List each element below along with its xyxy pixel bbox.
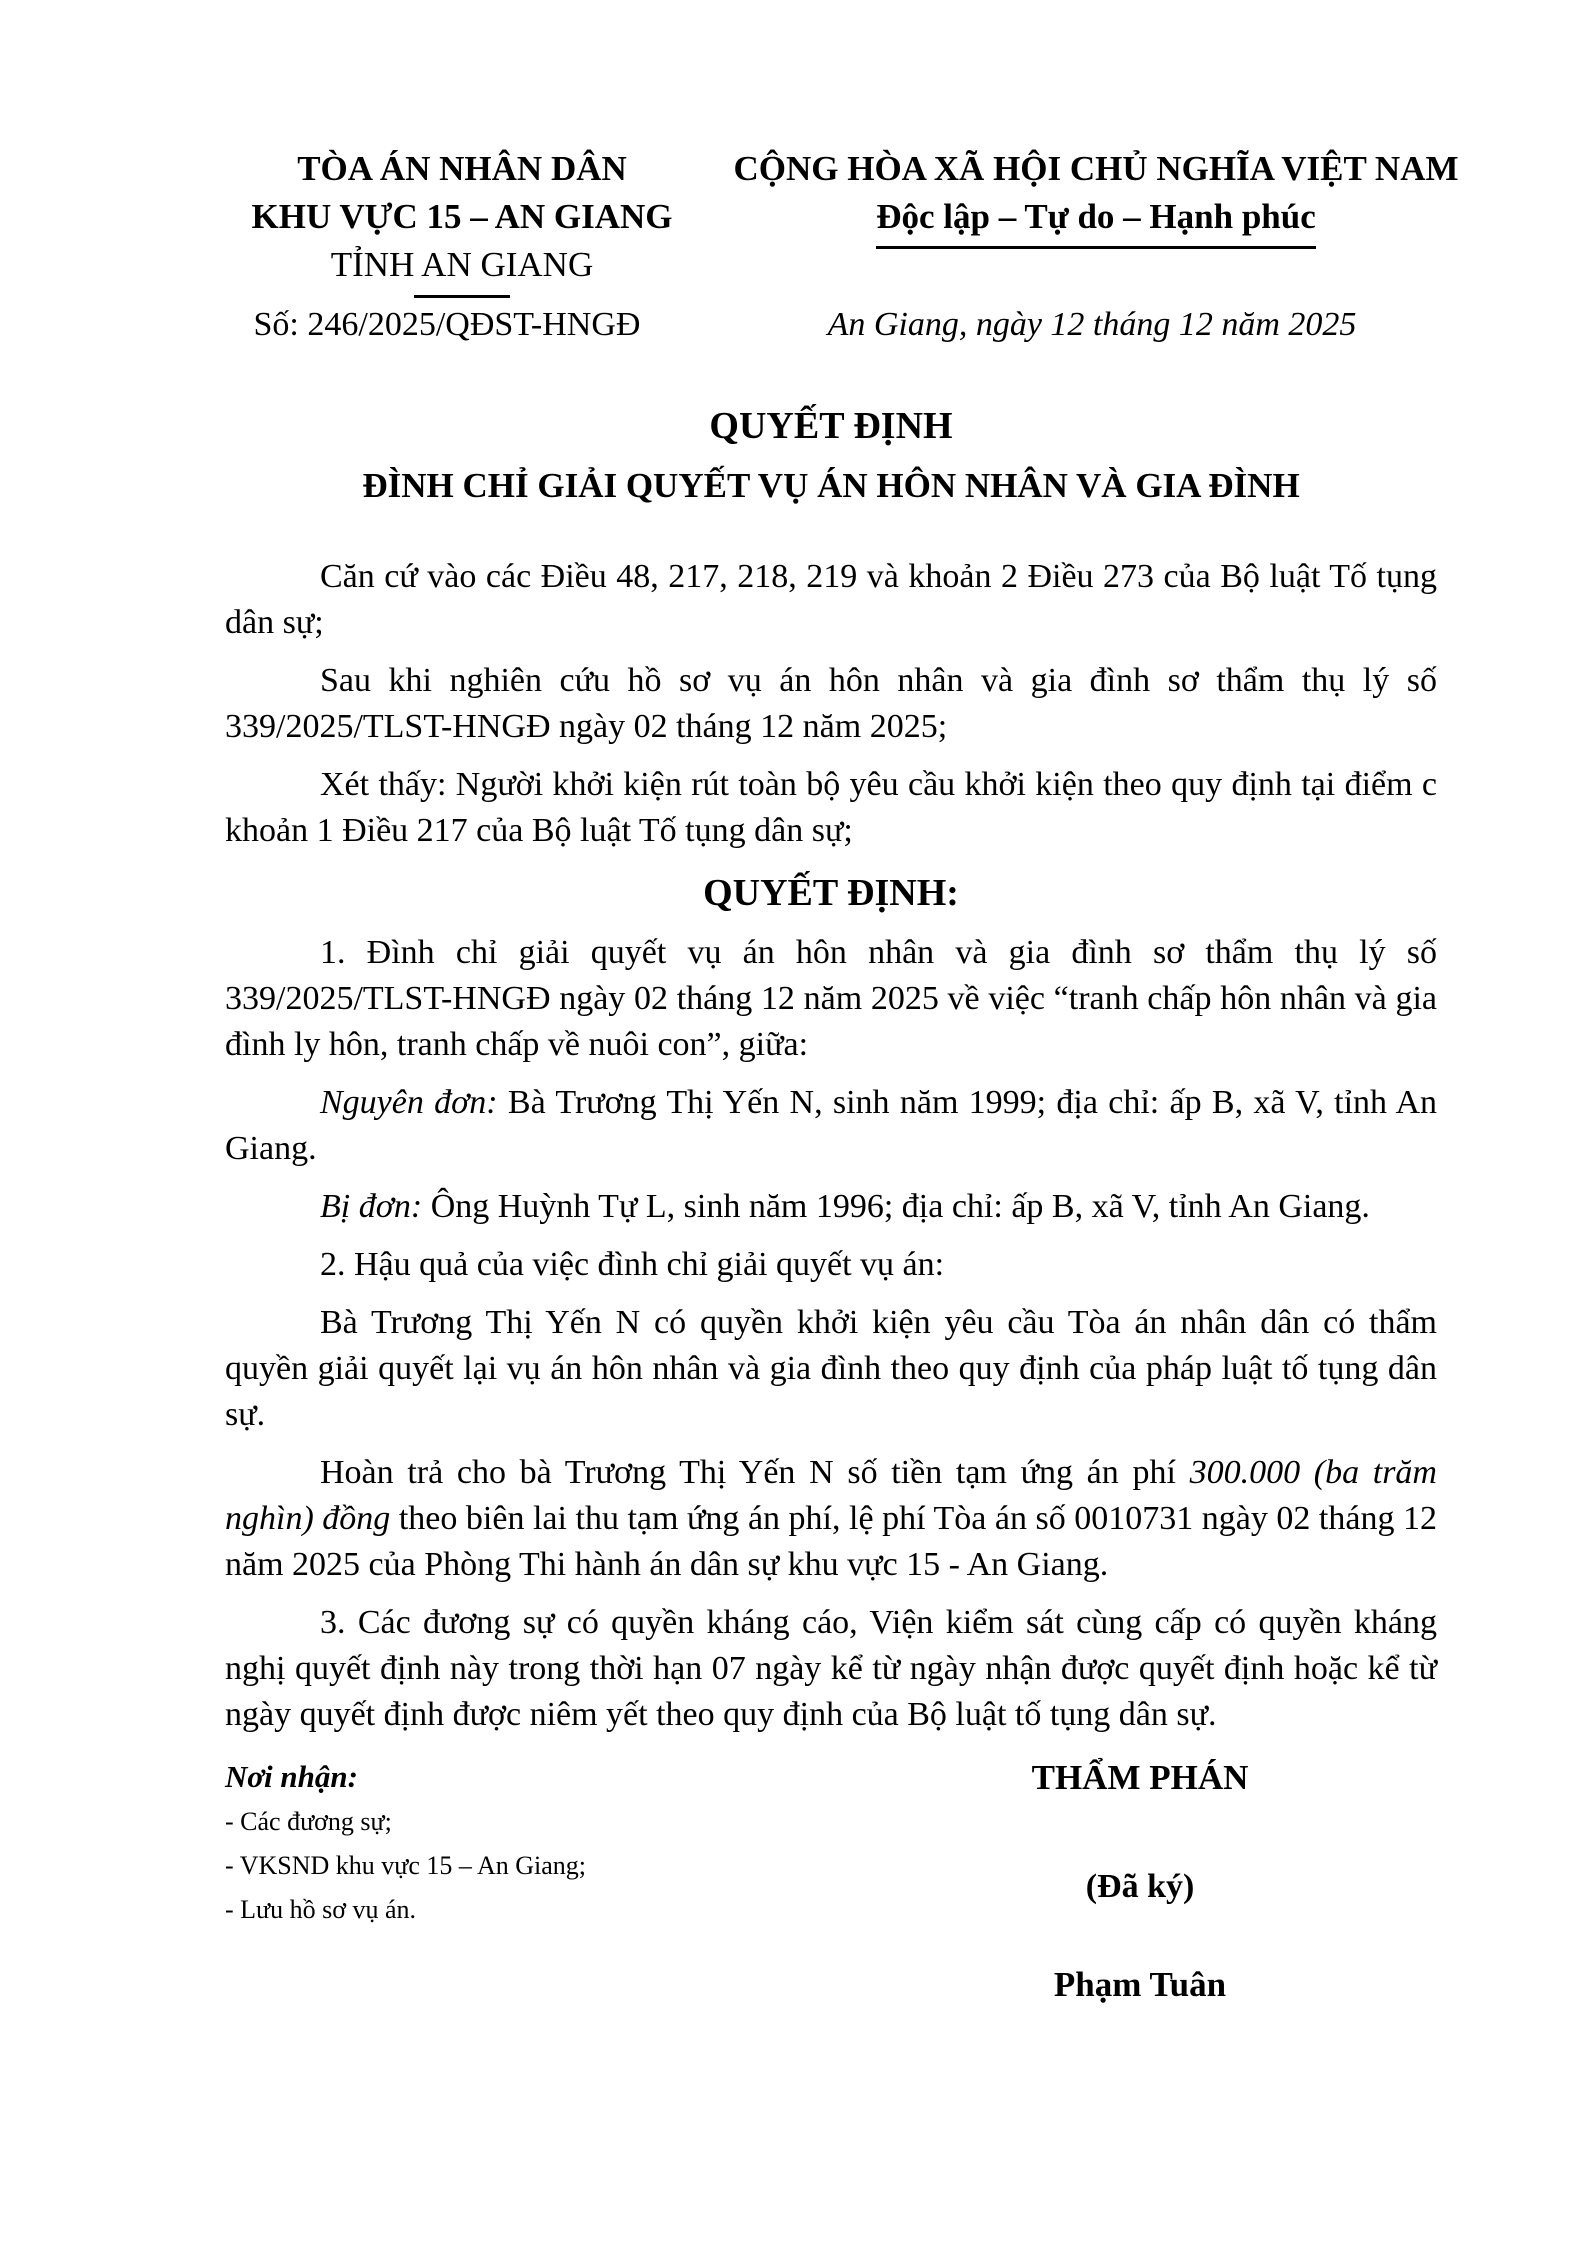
preamble-paragraph: Xét thấy: Người khởi kiện rút toàn bộ yêu cầu khởi kiện theo quy định tại điểm c khoản 1 Điều 217 của Bộ luật Tố tụng dân sự; (225, 766, 1437, 849)
plaintiff-info: Bà Trương Thị Yến N, sinh năm 1999; địa chỉ: ấp B, xã V, tỉnh An Giang. (225, 1084, 1437, 1167)
refund-text-after: theo biên lai thu tạm ứng án phí, lệ phí Tòa án số 0010731 ngày 02 tháng 12 năm 2025 của Phòng Thi hành án dân sự khu vực 15 - An Giang. (225, 1500, 1437, 1583)
signed-note: (Đã ký) (1085, 1868, 1195, 1905)
article-1: 1. Đình chỉ giải quyết vụ án hôn nhân và gia đình sơ thẩm thụ lý số 339/2025/TLST-HNGĐ ngày 02 tháng 12 năm 2025 về việc “tranh chấp hôn nhân và gia đình ly hôn, tranh chấp về nuôi con”, giữa: (225, 934, 1437, 1063)
country-name: CỘNG HÒA XÃ HỘI CHỦ NGHĨA VIỆT NAM (733, 149, 1459, 188)
signature-block (940, 1754, 1340, 2008)
court-region: KHU VỰC 15 – AN GIANG (251, 197, 673, 236)
recipients-label: Nơi nhận: (225, 1759, 358, 1794)
recipient-item: - VKSND khu vực 15 – An Giang; (225, 1851, 586, 1880)
refund-paragraph (225, 1450, 1437, 1588)
plaintiff-label: Nguyên đơn: (320, 1084, 498, 1121)
national-header-block (686, 145, 1506, 249)
decision-section-heading: QUYẾT ĐỊNH: (703, 872, 959, 914)
preamble-section (225, 554, 1437, 854)
article-3: 3. Các đương sự có quyền kháng cáo, Viện kiểm sát cùng cấp có quyền kháng nghị quyết định này trong thời hạn 07 ngày kể từ ngày nhận được quyết định hoặc kể từ ngày quyết định được niêm yết theo quy định của Bộ luật tố tụng dân sự. (225, 1604, 1437, 1733)
recipient-item: - Các đương sự; (225, 1807, 392, 1836)
defendant-paragraph (225, 1184, 1437, 1230)
recipient-item: - Lưu hồ sơ vụ án. (225, 1895, 417, 1924)
preamble-paragraph: Căn cứ vào các Điều 48, 217, 218, 219 và khoản 2 Điều 273 của Bộ luật Tố tụng dân sự; (225, 558, 1437, 641)
signer-name: Phạm Tuân (1053, 1965, 1227, 2004)
plaintiff-paragraph (225, 1080, 1437, 1172)
court-province: TỈNH AN GIANG (330, 245, 594, 284)
signer-title: THẨM PHÁN (1031, 1758, 1249, 1797)
decision-title: QUYẾT ĐỊNH (709, 405, 953, 447)
refund-text-before: Hoàn trả cho bà Trương Thị Yến N số tiền tạm ứng án phí (320, 1454, 1190, 1491)
refund-amount: 300.000 (ba trăm nghìn) đồng (225, 1454, 1437, 1537)
defendant-label: Bị đơn: (320, 1188, 423, 1225)
document-number: Số: 246/2025/QĐST-HNGĐ (253, 306, 641, 343)
document-body (225, 400, 1437, 2054)
header-divider-line (414, 295, 510, 298)
preamble-paragraph: Sau khi nghiên cứu hồ sơ vụ án hôn nhân và gia đình sơ thẩm thụ lý số 339/2025/TLST-HNGĐ ngày 02 tháng 12 năm 2025; (225, 662, 1437, 745)
article-2-body: Bà Trương Thị Yến N có quyền khởi kiện yêu cầu Tòa án nhân dân có thẩm quyền giải quyết lại vụ án hôn nhân và gia đình theo quy định của pháp luật tố tụng dân sự. (225, 1304, 1437, 1433)
article-2: 2. Hậu quả của việc đình chỉ giải quyết vụ án: (320, 1246, 945, 1283)
place-and-date: An Giang, ngày 12 tháng 12 năm 2025 (827, 306, 1357, 343)
defendant-info: Ông Huỳnh Tự L, sinh năm 1996; địa chỉ: ấp B, xã V, tỉnh An Giang. (422, 1188, 1370, 1225)
court-name: TÒA ÁN NHÂN DÂN (297, 149, 627, 188)
national-motto: Độc lập – Tự do – Hạnh phúc (686, 193, 1506, 249)
decision-subtitle: ĐÌNH CHỈ GIẢI QUYẾT VỤ ÁN HÔN NHÂN VÀ GIA ĐÌNH (362, 466, 1300, 505)
document-footer (225, 1754, 1437, 2054)
